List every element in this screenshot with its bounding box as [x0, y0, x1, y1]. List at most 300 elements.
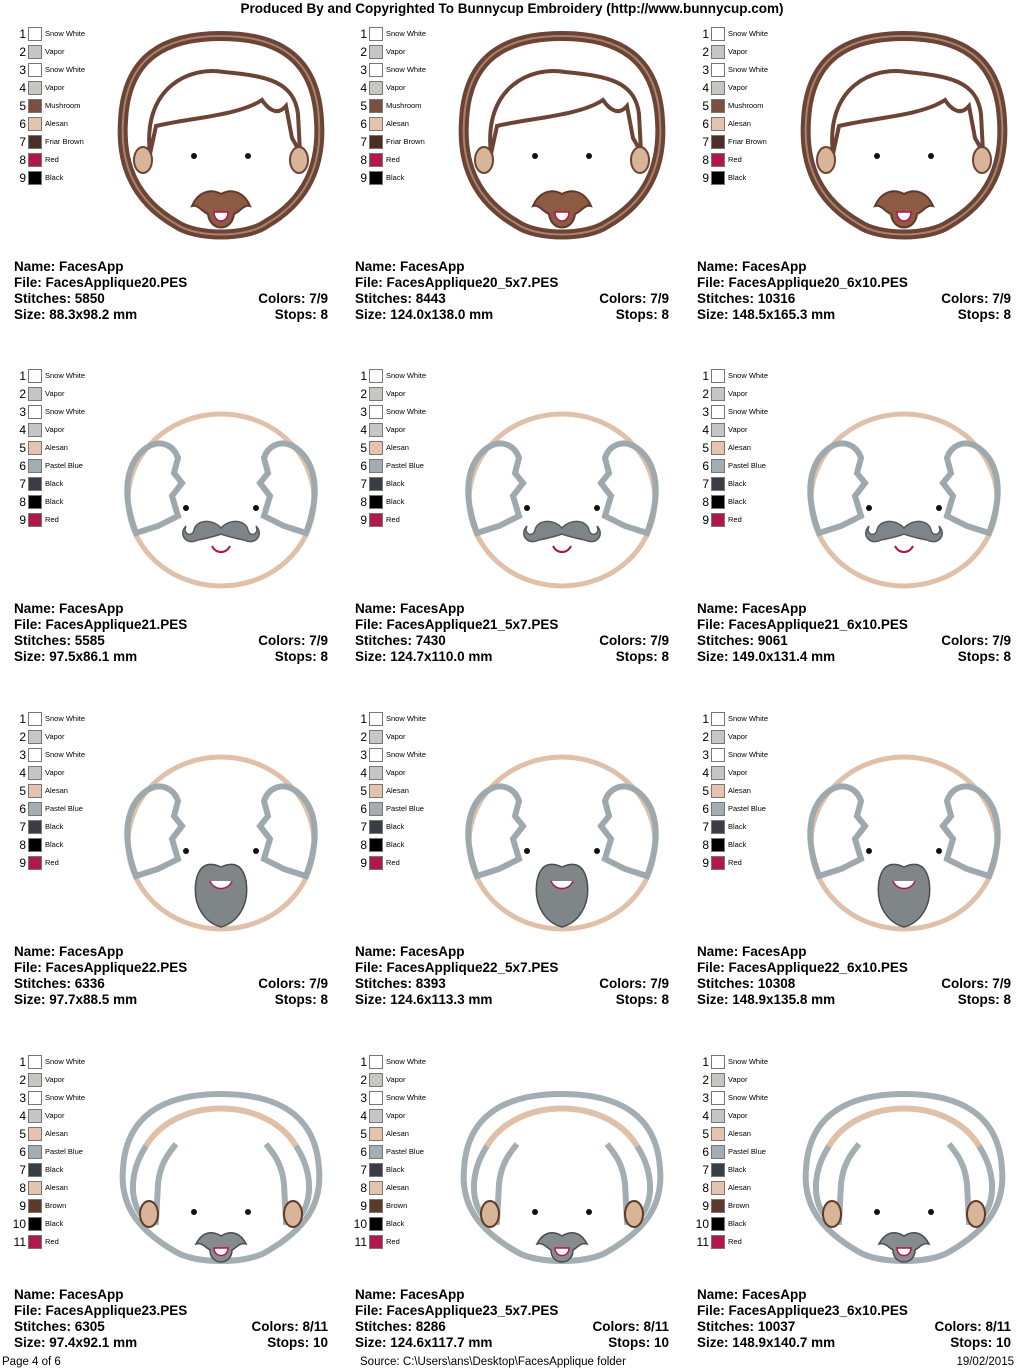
thread-name: Vapor	[386, 425, 406, 434]
design-size: Size: 97.5x86.1 mm	[14, 649, 138, 664]
thread-name: Vapor	[728, 1111, 748, 1120]
thread-number: 2	[19, 387, 26, 401]
design-stitches: Stitches: 6336	[14, 976, 105, 991]
thread-number: 5	[702, 784, 709, 798]
thread-number: 2	[360, 45, 367, 59]
thread-number: 6	[360, 802, 367, 816]
thread-swatch	[711, 730, 725, 744]
thread-name: Vapor	[45, 1111, 65, 1120]
thread-name: Alesan	[728, 1183, 751, 1192]
thread-number: 11	[696, 1235, 709, 1249]
thread-number: 2	[19, 1073, 26, 1087]
thread-name: Black	[45, 840, 64, 849]
design-stitches: Stitches: 6305	[14, 1319, 105, 1334]
design-name: Name: FacesApp	[697, 1287, 807, 1302]
thread-swatch	[369, 766, 383, 780]
thread-name: Snow White	[728, 714, 769, 723]
thread-swatch	[369, 495, 383, 509]
design-size: Size: 97.7x88.5 mm	[14, 992, 138, 1007]
thread-palette	[14, 1054, 124, 1252]
thread-name: Black	[386, 1165, 405, 1174]
thread-name: Black	[386, 840, 405, 849]
thread-name: Pastel Blue	[45, 461, 83, 470]
thread-row	[14, 386, 124, 404]
thread-number: 1	[360, 27, 367, 41]
thread-name: Alesan	[728, 786, 751, 795]
thread-row	[697, 747, 807, 765]
thread-swatch	[711, 459, 725, 473]
thread-swatch	[369, 820, 383, 834]
thread-row	[14, 404, 124, 422]
thread-name: Snow White	[386, 1057, 427, 1066]
thread-row	[14, 62, 124, 80]
design-file: File: FacesApplique22.PES	[14, 960, 188, 975]
thread-number: 8	[19, 495, 26, 509]
thread-row	[14, 747, 124, 765]
thread-swatch	[28, 838, 42, 852]
thread-number: 2	[360, 730, 367, 744]
thread-swatch	[369, 369, 383, 383]
thread-swatch	[711, 495, 725, 509]
thread-name: Brown	[728, 1201, 750, 1210]
thread-name: Snow White	[386, 714, 427, 723]
thread-row	[697, 134, 807, 152]
thread-name: Pastel Blue	[386, 461, 424, 470]
thread-row	[355, 765, 465, 783]
thread-number: 2	[702, 45, 709, 59]
thread-row	[355, 368, 465, 386]
thread-palette	[697, 1054, 807, 1252]
thread-row	[14, 152, 124, 170]
thread-number: 7	[702, 135, 709, 149]
thread-row	[697, 386, 807, 404]
thread-row	[14, 422, 124, 440]
thread-swatch	[28, 153, 42, 167]
thread-swatch	[711, 712, 725, 726]
thread-name: Vapor	[45, 732, 65, 741]
embroidery-design-preview	[116, 711, 326, 929]
thread-row	[697, 1072, 807, 1090]
thread-palette	[355, 711, 465, 873]
thread-palette	[355, 368, 465, 530]
thread-number: 11	[354, 1235, 367, 1249]
thread-swatch	[711, 838, 725, 852]
thread-number: 8	[360, 1181, 367, 1195]
thread-row	[355, 170, 465, 188]
design-colors: Colors: 7/9	[941, 976, 1011, 991]
thread-row	[14, 494, 124, 512]
thread-number: 1	[19, 1055, 26, 1069]
thread-row	[14, 729, 124, 747]
thread-name: Snow White	[728, 65, 769, 74]
thread-number: 7	[702, 820, 709, 834]
thread-number: 7	[19, 1163, 26, 1177]
design-stitches: Stitches: 8393	[355, 976, 446, 991]
thread-swatch	[711, 1091, 725, 1105]
thread-name: Vapor	[45, 425, 65, 434]
design-size: Size: 124.7x110.0 mm	[355, 649, 493, 664]
thread-name: Alesan	[386, 1129, 409, 1138]
thread-row	[355, 1090, 465, 1108]
thread-number: 1	[702, 369, 709, 383]
thread-name: Friar Brown	[728, 137, 767, 146]
thread-name: Black	[45, 479, 64, 488]
thread-palette	[355, 1054, 465, 1252]
thread-row	[355, 819, 465, 837]
thread-row	[697, 837, 807, 855]
thread-number: 5	[702, 1127, 709, 1141]
design-info	[14, 601, 328, 665]
thread-name: Black	[728, 822, 747, 831]
thread-row	[355, 1216, 465, 1234]
design-name: Name: FacesApp	[14, 944, 124, 959]
thread-swatch	[369, 784, 383, 798]
design-file: File: FacesApplique23.PES	[14, 1303, 188, 1318]
thread-name: Black	[45, 822, 64, 831]
thread-swatch	[28, 802, 42, 816]
thread-row	[355, 855, 465, 873]
thread-number: 6	[19, 117, 26, 131]
thread-row	[355, 747, 465, 765]
thread-swatch	[711, 153, 725, 167]
design-size: Size: 124.0x138.0 mm	[355, 307, 494, 322]
thread-number: 9	[702, 513, 709, 527]
thread-row	[697, 44, 807, 62]
thread-name: Alesan	[386, 786, 409, 795]
thread-row	[697, 1090, 807, 1108]
thread-number: 7	[360, 820, 367, 834]
thread-swatch	[711, 1109, 725, 1123]
thread-swatch	[28, 369, 42, 383]
thread-row	[697, 783, 807, 801]
thread-row	[355, 1180, 465, 1198]
thread-name: Vapor	[45, 83, 65, 92]
thread-row	[697, 729, 807, 747]
thread-swatch	[28, 1127, 42, 1141]
thread-swatch	[711, 477, 725, 491]
thread-name: Vapor	[728, 47, 748, 56]
thread-name: Black	[728, 840, 747, 849]
thread-row	[697, 494, 807, 512]
thread-number: 2	[702, 730, 709, 744]
thread-name: Red	[386, 1237, 400, 1246]
thread-swatch	[369, 81, 383, 95]
thread-palette	[697, 26, 807, 188]
thread-palette	[14, 368, 124, 530]
thread-swatch	[369, 135, 383, 149]
thread-row	[355, 44, 465, 62]
print-date: 19/02/2015	[956, 1356, 1014, 1368]
thread-row	[14, 1180, 124, 1198]
thread-name: Pastel Blue	[45, 804, 83, 813]
thread-row	[355, 1072, 465, 1090]
design-stitches: Stitches: 5850	[14, 291, 105, 306]
thread-swatch	[28, 99, 42, 113]
thread-name: Alesan	[386, 119, 409, 128]
thread-number: 5	[702, 441, 709, 455]
thread-swatch	[711, 1127, 725, 1141]
thread-swatch	[28, 1163, 42, 1177]
design-name: Name: FacesApp	[355, 259, 465, 274]
thread-name: Snow White	[45, 1057, 86, 1066]
design-info	[14, 259, 328, 323]
thread-row	[697, 458, 807, 476]
thread-row	[697, 404, 807, 422]
design-info	[355, 1287, 669, 1351]
thread-name: Vapor	[728, 83, 748, 92]
thread-name: Alesan	[728, 119, 751, 128]
thread-number: 1	[19, 27, 26, 41]
design-size: Size: 148.9x135.8 mm	[697, 992, 836, 1007]
thread-number: 2	[702, 1073, 709, 1087]
thread-number: 9	[19, 1199, 26, 1213]
design-info	[697, 944, 1011, 1008]
thread-row	[355, 134, 465, 152]
thread-swatch	[28, 1073, 42, 1087]
thread-row	[697, 855, 807, 873]
thread-swatch	[711, 1073, 725, 1087]
thread-name: Snow White	[45, 407, 86, 416]
thread-number: 7	[360, 135, 367, 149]
thread-name: Friar Brown	[45, 137, 84, 146]
thread-number: 6	[360, 459, 367, 473]
thread-swatch	[28, 513, 42, 527]
thread-name: Red	[728, 155, 742, 164]
thread-palette	[697, 711, 807, 873]
thread-swatch	[711, 369, 725, 383]
thread-swatch	[369, 477, 383, 491]
thread-number: 5	[19, 1127, 26, 1141]
thread-row	[697, 476, 807, 494]
thread-row	[697, 422, 807, 440]
thread-number: 1	[702, 1055, 709, 1069]
thread-swatch	[711, 135, 725, 149]
design-stitches: Stitches: 5585	[14, 633, 105, 648]
embroidery-design-preview	[457, 26, 667, 244]
thread-name: Alesan	[45, 1129, 68, 1138]
design-colors: Colors: 7/9	[599, 976, 669, 991]
thread-palette	[355, 26, 465, 188]
thread-swatch	[369, 838, 383, 852]
thread-swatch	[369, 802, 383, 816]
design-name: Name: FacesApp	[14, 1287, 124, 1302]
thread-name: Vapor	[45, 768, 65, 777]
thread-swatch	[28, 730, 42, 744]
thread-number: 2	[702, 387, 709, 401]
thread-number: 4	[702, 766, 709, 780]
design-stitches: Stitches: 10316	[697, 291, 796, 306]
thread-row	[355, 1126, 465, 1144]
thread-number: 5	[360, 99, 367, 113]
thread-number: 8	[702, 838, 709, 852]
thread-number: 3	[702, 1091, 709, 1105]
thread-name: Black	[45, 1219, 64, 1228]
thread-name: Red	[386, 155, 400, 164]
thread-number: 3	[19, 405, 26, 419]
thread-number: 1	[702, 27, 709, 41]
thread-number: 6	[702, 1145, 709, 1159]
thread-row	[697, 170, 807, 188]
thread-swatch	[28, 748, 42, 762]
thread-number: 5	[19, 99, 26, 113]
thread-name: Pastel Blue	[728, 804, 766, 813]
thread-row	[697, 1234, 807, 1252]
thread-number: 7	[360, 477, 367, 491]
thread-swatch	[711, 766, 725, 780]
thread-row	[355, 494, 465, 512]
embroidery-design-preview	[457, 711, 667, 929]
design-colors: Colors: 7/9	[258, 633, 328, 648]
thread-name: Black	[728, 1165, 747, 1174]
thread-name: Black	[728, 173, 747, 182]
thread-number: 1	[19, 712, 26, 726]
design-stops: Stops: 8	[957, 649, 1011, 664]
thread-swatch	[711, 748, 725, 762]
thread-row	[355, 152, 465, 170]
thread-row	[14, 855, 124, 873]
embroidery-design-preview	[116, 1054, 326, 1272]
design-size: Size: 97.4x92.1 mm	[14, 1335, 138, 1350]
thread-swatch	[369, 1109, 383, 1123]
thread-swatch	[711, 405, 725, 419]
design-name: Name: FacesApp	[697, 259, 807, 274]
thread-number: 9	[702, 856, 709, 870]
thread-palette	[14, 26, 124, 188]
thread-number: 8	[19, 153, 26, 167]
thread-name: Vapor	[386, 389, 406, 398]
thread-row	[697, 711, 807, 729]
thread-name: Black	[45, 497, 64, 506]
thread-row	[14, 1234, 124, 1252]
design-colors: Colors: 8/11	[251, 1319, 328, 1334]
thread-number: 9	[19, 856, 26, 870]
thread-number: 5	[19, 784, 26, 798]
thread-name: Vapor	[728, 389, 748, 398]
thread-row	[14, 80, 124, 98]
thread-number: 7	[19, 135, 26, 149]
thread-number: 9	[19, 513, 26, 527]
thread-row	[14, 819, 124, 837]
thread-number: 8	[702, 495, 709, 509]
thread-row	[355, 386, 465, 404]
thread-row	[14, 711, 124, 729]
thread-number: 11	[13, 1235, 26, 1249]
thread-number: 4	[19, 1109, 26, 1123]
thread-row	[697, 1108, 807, 1126]
thread-number: 1	[360, 1055, 367, 1069]
thread-number: 8	[360, 838, 367, 852]
thread-number: 9	[702, 1199, 709, 1213]
thread-swatch	[28, 1145, 42, 1159]
design-file: File: FacesApplique23_5x7.PES	[355, 1303, 559, 1318]
thread-row	[14, 44, 124, 62]
thread-row	[14, 368, 124, 386]
thread-swatch	[369, 1127, 383, 1141]
thread-number: 3	[360, 405, 367, 419]
thread-swatch	[28, 856, 42, 870]
thread-name: Snow White	[728, 1093, 769, 1102]
embroidery-design-preview	[457, 1054, 667, 1272]
thread-row	[14, 512, 124, 530]
thread-number: 2	[360, 387, 367, 401]
thread-row	[14, 1072, 124, 1090]
thread-name: Red	[45, 858, 59, 867]
thread-swatch	[369, 1091, 383, 1105]
thread-number: 3	[702, 748, 709, 762]
thread-row	[14, 476, 124, 494]
thread-swatch	[28, 820, 42, 834]
thread-row	[355, 512, 465, 530]
thread-swatch	[369, 117, 383, 131]
thread-name: Alesan	[386, 443, 409, 452]
thread-row	[14, 26, 124, 44]
thread-number: 6	[360, 1145, 367, 1159]
thread-swatch	[369, 1217, 383, 1231]
thread-swatch	[28, 784, 42, 798]
thread-swatch	[369, 1181, 383, 1195]
thread-swatch	[369, 63, 383, 77]
thread-name: Snow White	[728, 407, 769, 416]
design-name: Name: FacesApp	[697, 944, 807, 959]
thread-row	[697, 819, 807, 837]
thread-number: 4	[360, 1109, 367, 1123]
thread-swatch	[369, 387, 383, 401]
thread-number: 5	[360, 441, 367, 455]
design-colors: Colors: 8/11	[592, 1319, 669, 1334]
thread-swatch	[369, 153, 383, 167]
design-stops: Stops: 8	[957, 307, 1011, 322]
thread-swatch	[28, 477, 42, 491]
thread-row	[697, 26, 807, 44]
thread-swatch	[369, 99, 383, 113]
thread-swatch	[711, 117, 725, 131]
thread-row	[355, 80, 465, 98]
thread-name: Snow White	[45, 29, 86, 38]
thread-swatch	[711, 171, 725, 185]
design-file: File: FacesApplique21_5x7.PES	[355, 617, 559, 632]
design-stops: Stops: 8	[615, 307, 669, 322]
thread-swatch	[711, 784, 725, 798]
thread-name: Vapor	[728, 768, 748, 777]
design-stops: Stops: 8	[274, 992, 328, 1007]
thread-swatch	[369, 45, 383, 59]
thread-row	[355, 837, 465, 855]
thread-name: Snow White	[45, 714, 86, 723]
thread-row	[14, 440, 124, 458]
thread-number: 4	[19, 766, 26, 780]
thread-name: Vapor	[386, 83, 406, 92]
thread-number: 4	[360, 766, 367, 780]
thread-row	[14, 837, 124, 855]
thread-number: 5	[360, 1127, 367, 1141]
thread-name: Vapor	[45, 389, 65, 398]
thread-name: Alesan	[728, 1129, 751, 1138]
thread-name: Snow White	[45, 750, 86, 759]
design-size: Size: 148.9x140.7 mm	[697, 1335, 836, 1350]
thread-swatch	[28, 81, 42, 95]
thread-swatch	[28, 1235, 42, 1249]
thread-name: Black	[386, 822, 405, 831]
design-name: Name: FacesApp	[355, 1287, 465, 1302]
thread-name: Snow White	[386, 750, 427, 759]
thread-name: Black	[386, 1219, 405, 1228]
thread-name: Alesan	[45, 119, 68, 128]
thread-name: Snow White	[728, 371, 769, 380]
thread-name: Brown	[386, 1201, 408, 1210]
thread-number: 4	[360, 423, 367, 437]
thread-number: 3	[19, 63, 26, 77]
thread-name: Red	[386, 515, 400, 524]
